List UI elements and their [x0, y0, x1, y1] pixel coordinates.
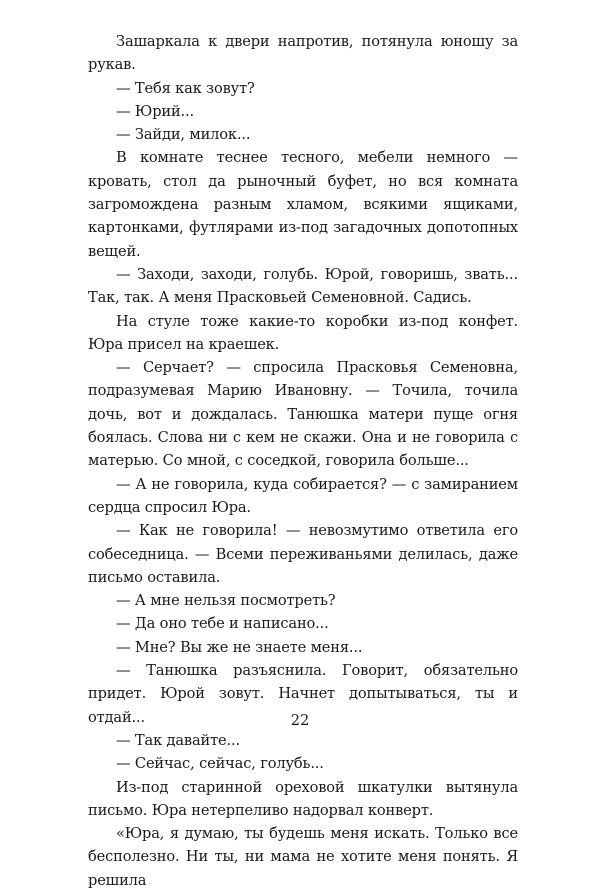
paragraph: — Да оно тебе и написано... — [116, 615, 329, 633]
paragraph: «Юра, я думаю, ты будешь меня искать. Только все бесполезно. Ни ты, ни мама не хотите меня понять. Я решила — [88, 825, 518, 889]
body-text — [88, 30, 518, 892]
paragraph: На стуле тоже какие-то коробки из-под конфет. Юра присел на краешек. — [88, 312, 518, 353]
paragraph: В комнате теснее тесного, мебели немного — кровать, стол да рыночный буфет, но вся комната загромождена разным хламом, всякими ящиками, картонками, футлярами из-под загадочных допотопных вещей. — [88, 149, 518, 260]
paragraph: — Так давайте... — [116, 731, 240, 749]
paragraph: — А мне нельзя посмотреть? — [116, 592, 336, 610]
paragraph: — Заходи, заходи, голубь. Юрой, говоришь, звать... Так, так. А меня Прасковьей Семеновной. Садись. — [88, 265, 518, 307]
paragraph: — Сейчас, сейчас, голубь... — [116, 755, 324, 773]
paragraph: — Танюшка разъяснила. Говорит, обязательно придет. Юрой зовут. Начнет допытываться, ты и отдай... — [88, 662, 518, 726]
paragraph: — Зайди, милок... — [116, 126, 251, 144]
paragraph: — Как не говорила! — невозмутимо ответила его собеседница. — Всеми переживаньями делилась, даже письмо оставила. — [88, 522, 518, 586]
paragraph: — Юрий... — [116, 102, 195, 120]
paragraph: Из-под старинной ореховой шкатулки вытянула письмо. Юра нетерпеливо надорвал конверт. — [88, 778, 518, 819]
paragraph: — Тебя как зовут? — [116, 79, 255, 97]
paragraph: — Мне? Вы же не знаете меня... — [116, 638, 363, 656]
paragraph: Зашаркала к двери напротив, потянула юношу за рукав. — [88, 33, 518, 74]
page-number: 22 — [290, 712, 310, 729]
paragraph: — Серчает? — спросила Прасковья Семеновна, подразумевая Марию Ивановну. — Точила, точила дочь, вот и дождалась. Танюшка матери пуще огня боялась. Слова ни с кем не скажи. Она и не говорила с матерью. Со мной, с соседкой, говорила больше... — [88, 359, 518, 470]
paragraph: — А не говорила, куда собирается? — с замиранием сердца спросил Юра. — [88, 475, 518, 516]
